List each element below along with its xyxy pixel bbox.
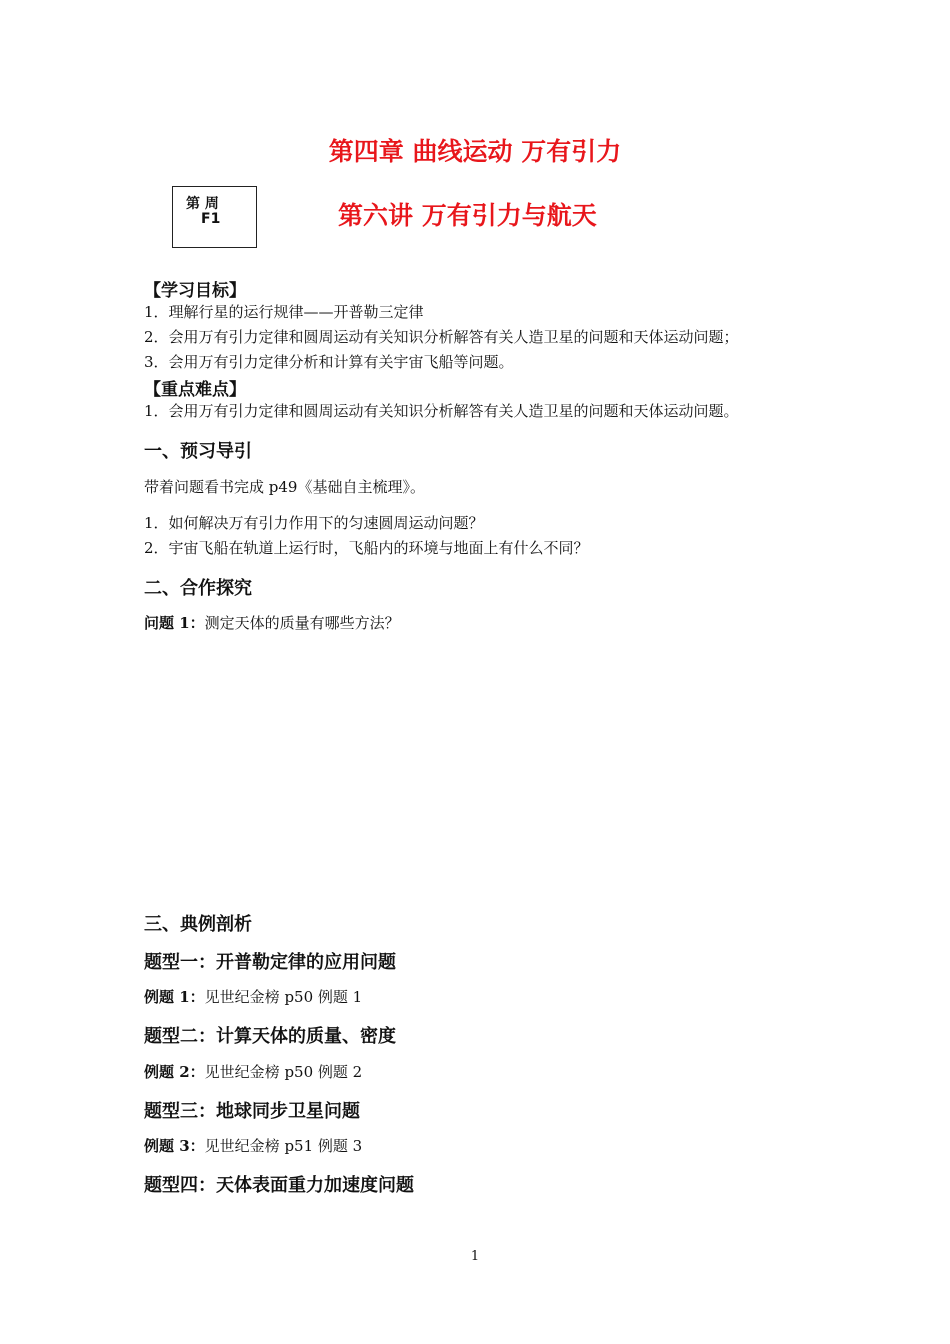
example-3-label: 例题 3：: [144, 1137, 205, 1155]
page-number: 1: [470, 1249, 480, 1264]
week-box: [172, 186, 257, 248]
lecture-title: 第六讲 万有引力与航天: [338, 201, 597, 230]
type-4-heading: 题型四：天体表面重力加速度问题: [144, 1175, 414, 1196]
week-label: 第 周: [186, 196, 219, 212]
example-2-text: 见世纪金榜 p50 例题 2: [204, 1063, 363, 1081]
preview-heading: 一、预习导引: [144, 441, 252, 462]
week-code: F1: [201, 211, 221, 227]
example-1-label: 例题 1：: [144, 988, 205, 1006]
cooperation-heading: 二、合作探究: [144, 578, 252, 599]
chapter-title: 第四章 曲线运动 万有引力: [328, 137, 622, 166]
key-points-heading: 【重点难点】: [144, 380, 246, 400]
example-2: [144, 1061, 362, 1082]
preview-item: 1．如何解决万有引力作用下的匀速圆周运动问题？: [144, 514, 484, 532]
type-3-heading: 题型三：地球同步卫星问题: [144, 1101, 360, 1122]
preview-intro: 带着问题看书完成 p49《基础自主梳理》。: [144, 478, 425, 496]
example-3: [144, 1135, 362, 1156]
objective-item: 2．会用万有引力定律和圆周运动有关知识分析解答有关人造卫星的问题和天体运动问题；: [144, 328, 739, 346]
example-3-text: 见世纪金榜 p51 例题 3: [204, 1137, 363, 1155]
preview-item: 2．宇宙飞船在轨道上运行时，飞船内的环境与地面上有什么不同？: [144, 539, 589, 557]
objective-item: 3．会用万有引力定律分析和计算有关宇宙飞船等问题。: [144, 353, 514, 371]
example-1-text: 见世纪金榜 p50 例题 1: [204, 988, 363, 1006]
type-2-heading: 题型二：计算天体的质量、密度: [144, 1026, 396, 1047]
type-1-heading: 题型一：开普勒定律的应用问题: [144, 952, 396, 973]
question-1: [144, 612, 400, 633]
objective-item: 1．理解行星的运行规律——开普勒三定律: [144, 303, 424, 321]
question-1-text: 测定天体的质量有哪些方法？: [204, 614, 400, 632]
objectives-heading: 【学习目标】: [144, 281, 246, 301]
examples-heading: 三、典例剖析: [144, 914, 252, 935]
question-1-label: 问题 1：: [144, 614, 205, 632]
key-point-item: 1．会用万有引力定律和圆周运动有关知识分析解答有关人造卫星的问题和天体运动问题。: [144, 402, 739, 420]
example-1: [144, 986, 362, 1007]
example-2-label: 例题 2：: [144, 1063, 205, 1081]
